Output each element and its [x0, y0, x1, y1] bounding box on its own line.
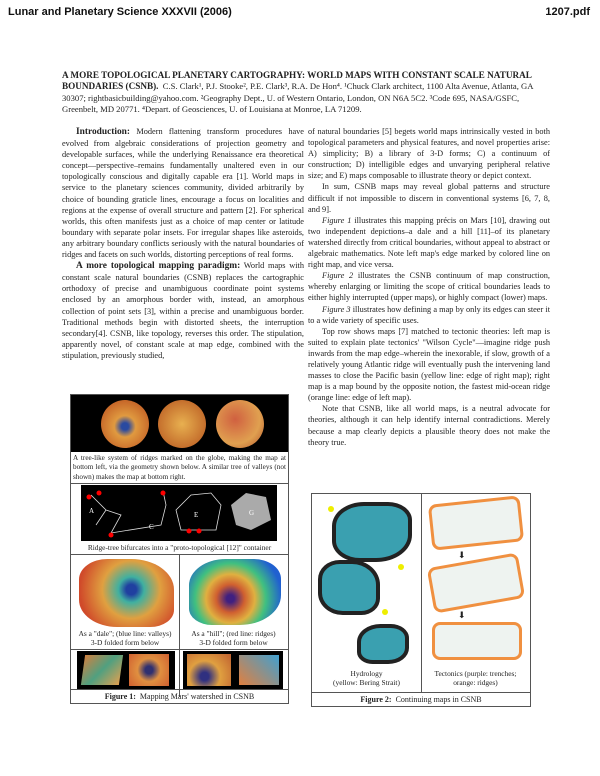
- title-block: [62, 70, 550, 116]
- paper-title: A MORE TOPOLOGICAL PLANETARY CARTOGRAPHY: WORLD MAPS WITH CONSTANT SCALE NATURAL BOUNDARIES (CSNB).: [62, 70, 532, 92]
- paragraph: illustrates this mapping précis on Mars [10], drawing out two independent depictions–a dale and a hill [11]–of its planetary watershed directly from critical boundaries, without appeal to abstract or algebraic mathematics. Note left map's edge marked by colored line on right map, and vice versa.: [308, 215, 551, 270]
- tectonics-label: Tectonics (purple: trenches;: [434, 669, 517, 678]
- hill-caption-text: As a "hill"; (red line: ridges): [191, 629, 276, 638]
- dale-map-image: [79, 559, 174, 627]
- tectonics-caption: [421, 669, 530, 688]
- journal-header: Lunar and Planetary Science XXXVII (2006): [8, 6, 232, 18]
- paragraph: Top row shows maps [7] matched to tectonic theories: left map is suited to explain plate tectonics' "Wilson Cycle"—imagine ridge push inwards from the map edge–wherein the inexorable, if slow, growth of a relatively young Atlantic ridge will eventually push the intervening land masses to close the Pacific basin (yellow line: edge of right map); right map is a map bound by the opposite notion, the fastest mid-ocean ridge (orange line: edge of left map).: [308, 326, 550, 403]
- dale-caption-text: As a "dale"; (blue line: valleys): [78, 629, 172, 638]
- figure-1-caption: [71, 689, 288, 703]
- hydrology-label: Hydrology: [350, 669, 383, 678]
- figure-2: ⬇ ⬇ Hydrology (yellow: Bering Strait) Tectonics (purple: trenches; orange: ridges) Figure 2: Continuing maps in CSNB: [311, 493, 531, 707]
- tectonics-sub: orange: ridges): [453, 678, 498, 688]
- tree-label: G: [249, 509, 255, 517]
- mars-globes-image: [71, 395, 288, 452]
- tree-label: A: [89, 507, 95, 515]
- figure-ref: Figure 2: [322, 271, 354, 281]
- paragraph: illustrates the CSNB continuum of map construction, whereby enlarging or limiting the scope of critical boundaries leads to either highly interrupted (upper maps), or highly compact (lower) maps.: [308, 271, 550, 303]
- authors: C.S. Clark¹, P.J. Stooke², P.E. Clark³, R.A. De Hon⁴. ¹Chuck Clark architect, 1100 Alta Avenue, Atlanta, GA 30307; rightbasicbuilding@yahoo.com. ²Geography Dept., U. of Western Ontario, London, ON N6A 5C2. ³Code 695, NASA/GSFC, Greenbelt, MD 20771. ⁴Depart. of Geosciences, U. of Louisiana at Monroe, LA 71209.: [62, 81, 533, 115]
- figure-label: Figure 1:: [104, 692, 136, 701]
- hydrology-caption: [312, 669, 421, 688]
- figure-ref: Figure 3: [322, 304, 351, 314]
- intro-text: Modern flattening transform procedures have evolved from algebraic considerations of projection geometry and developable surfaces, while the underlying Renaissance era theoretical concept—perspective–remains fundamentally unaltered even in our topologically conscious and digitally capable era [1]. World maps in service to the planetary sciences community, divided arbitrarily by choice of bounding graticle lines, encourage a focus on localities and regions at the expense of overall structure and pattern [2]. For spherical worlds, this often manifests just as a choice of map center or latitude boundary with separate polar insets. For irregular shapes like asteroids, any arbitrary boundary conflicts seriously with the natural boundaries of ridges and facets on such worlds, distorting perceptions of real forms.: [62, 127, 304, 260]
- dale-3d-image: [77, 651, 175, 689]
- paragraph: In sum, CSNB maps may reveal global patterns and structure difficult if not impossible to discern in conventional systems [6, 7, 8, and 9].: [308, 182, 550, 214]
- paradigm-text: World maps with constant scale natural boundaries (CSNB) replaces the cartographic orthodoxy of precise and unambiguous coordinate point systems enclosed by an amorphous border with, instead, an amorphous collection of point sets [3], within a precise and unambiguous border. Traditional methods begin with distorted sheets, the interruption secondary[4]. CSNB, like topology, reverses this order. The stipulation, apparently novel, of constant scale at map edge, combined with the stipulation, previously studied,: [62, 261, 304, 360]
- ridge-tree-image: [81, 485, 277, 541]
- figure-caption-text: Mapping Mars' watershed in CSNB: [139, 692, 255, 701]
- file-name: 1207.pdf: [545, 6, 590, 18]
- figure-2-caption: [312, 692, 530, 706]
- dale-caption: [71, 629, 179, 648]
- paragraph: Note that CSNB, like all world maps, is a neutral advocate for theories, although it can help identify internal contradictions. Merely because a map clearly depicts a plausible theory does not make the theory true.: [308, 404, 550, 447]
- folded-caption: 3-D folded form below: [90, 638, 160, 648]
- intro-heading: Introduction:: [76, 127, 131, 137]
- tree-label: C: [149, 523, 154, 531]
- right-column: [308, 126, 550, 448]
- tree-caption: Ridge-tree bifurcates into a "proto-topological [12]" container: [87, 543, 272, 552]
- hill-3d-image: [183, 651, 283, 689]
- hill-caption: [179, 629, 288, 648]
- figure-ref: Figure 1: [322, 215, 352, 225]
- hill-map-image: [189, 559, 281, 625]
- left-column: [62, 126, 304, 361]
- globe-caption: A tree-like system of ridges marked on the globe, making the map at bottom left, via the geometry shown below. A similar tree of valleys (not shown) makes the map at bottom right.: [73, 454, 286, 481]
- figure-1: [70, 394, 289, 704]
- tree-label: E: [194, 511, 199, 519]
- figure-caption-text: Continuing maps in CSNB: [395, 695, 482, 704]
- hydrology-sub: (yellow: Bering Strait): [333, 678, 400, 688]
- paradigm-heading: A more topological mapping paradigm:: [76, 261, 241, 272]
- figure-label: Figure 2:: [360, 695, 392, 704]
- paragraph: of natural boundaries [5] begets world maps intrinsically vested in both topological parameters and physical features, and novel properties arise: A) simplicity; B) a library of 3-D forms; C) a continuum of construction; D) intelligible edges and unvarying peripheral relative size; and E) maps composable to illustrate theory or depict context.: [308, 127, 550, 181]
- paragraph: illustrates how defining a map by only its edges can steer it to a wide variety of specific uses.: [308, 304, 551, 325]
- folded-caption: 3-D folded form below: [199, 638, 268, 648]
